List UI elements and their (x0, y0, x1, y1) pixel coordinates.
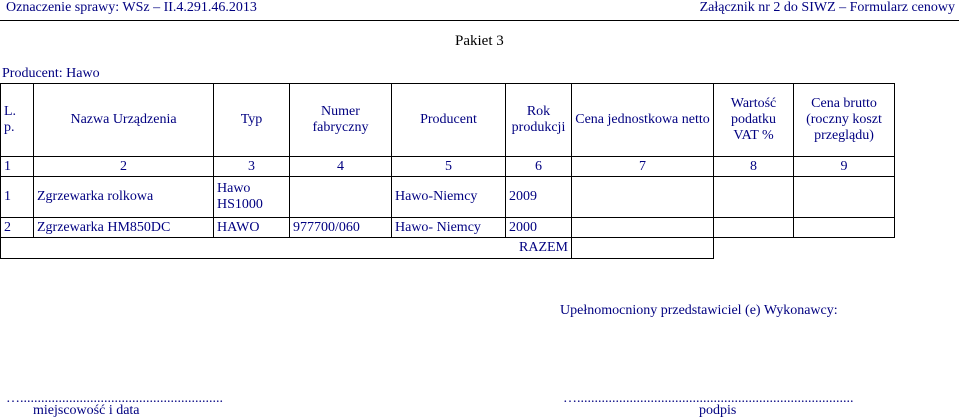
column-number-row (1, 157, 895, 177)
col-number: 6 (506, 157, 572, 177)
cell-year: 2000 (506, 218, 572, 238)
col-header-serial: Numer fabryczny (290, 84, 392, 157)
cell-gross (794, 177, 895, 218)
cell-year: 2009 (506, 177, 572, 218)
col-header-vat: Wartość podatku VAT % (714, 84, 794, 157)
cell-lp: 1 (1, 177, 34, 218)
col-header-lp: L. p. (1, 84, 34, 157)
total-unit-price-cell (572, 238, 714, 259)
cell-gross (794, 218, 895, 238)
cell-vat (714, 177, 794, 218)
case-reference: Oznaczenie sprawy: WSz – II.4.291.46.2013 (6, 0, 257, 15)
cell-type: Hawo HS1000 (214, 177, 290, 218)
cell-producer: Hawo- Niemcy (392, 218, 506, 238)
col-number: 2 (34, 157, 214, 177)
col-header-type: Typ (214, 84, 290, 157)
total-row (1, 238, 895, 259)
col-number: 3 (214, 157, 290, 177)
col-number: 1 (1, 157, 34, 177)
cell-type: HAWO (214, 218, 290, 238)
total-empty-cell (714, 238, 794, 259)
cell-name: Zgrzewarka rolkowa (34, 177, 214, 218)
place-date-dots: ….......................................................... (6, 391, 223, 406)
place-date-label: miejscowość i data (33, 403, 140, 418)
cell-lp: 2 (1, 218, 34, 238)
col-number: 7 (572, 157, 714, 177)
signature-label: podpis (699, 403, 737, 418)
cell-vat (714, 218, 794, 238)
col-number: 9 (794, 157, 895, 177)
cell-producer: Hawo-Niemcy (392, 177, 506, 218)
col-number: 5 (392, 157, 506, 177)
cell-serial (290, 177, 392, 218)
col-number: 8 (714, 157, 794, 177)
col-header-year: Rok produkcji (506, 84, 572, 157)
header-divider (0, 20, 959, 21)
producer-line: Producent: Hawo (2, 66, 100, 81)
table-row (1, 218, 895, 238)
col-header-unit-price: Cena jednostkowa netto (572, 84, 714, 157)
cell-unit-price (572, 218, 714, 238)
col-number: 4 (290, 157, 392, 177)
cell-serial: 977700/060 (290, 218, 392, 238)
col-header-producer: Producent (392, 84, 506, 157)
total-label: RAZEM (1, 238, 572, 259)
package-title: Pakiet 3 (455, 33, 504, 49)
table-row (1, 177, 895, 218)
cell-name: Zgrzewarka HM850DC (34, 218, 214, 238)
total-empty-cell (794, 238, 895, 259)
price-table (0, 83, 895, 259)
cell-unit-price (572, 177, 714, 218)
signature-dots: …............................................................................... (563, 391, 854, 406)
col-header-gross: Cena brutto (roczny koszt przeglądu) (794, 84, 895, 157)
attachment-title: Załącznik nr 2 do SIWZ – Formularz cenowy (699, 0, 955, 15)
representative-label: Upełnomocniony przedstawiciel (e) Wykonawcy: (560, 303, 838, 318)
col-header-name: Nazwa Urządzenia (34, 84, 214, 157)
column-header-row (1, 84, 895, 157)
